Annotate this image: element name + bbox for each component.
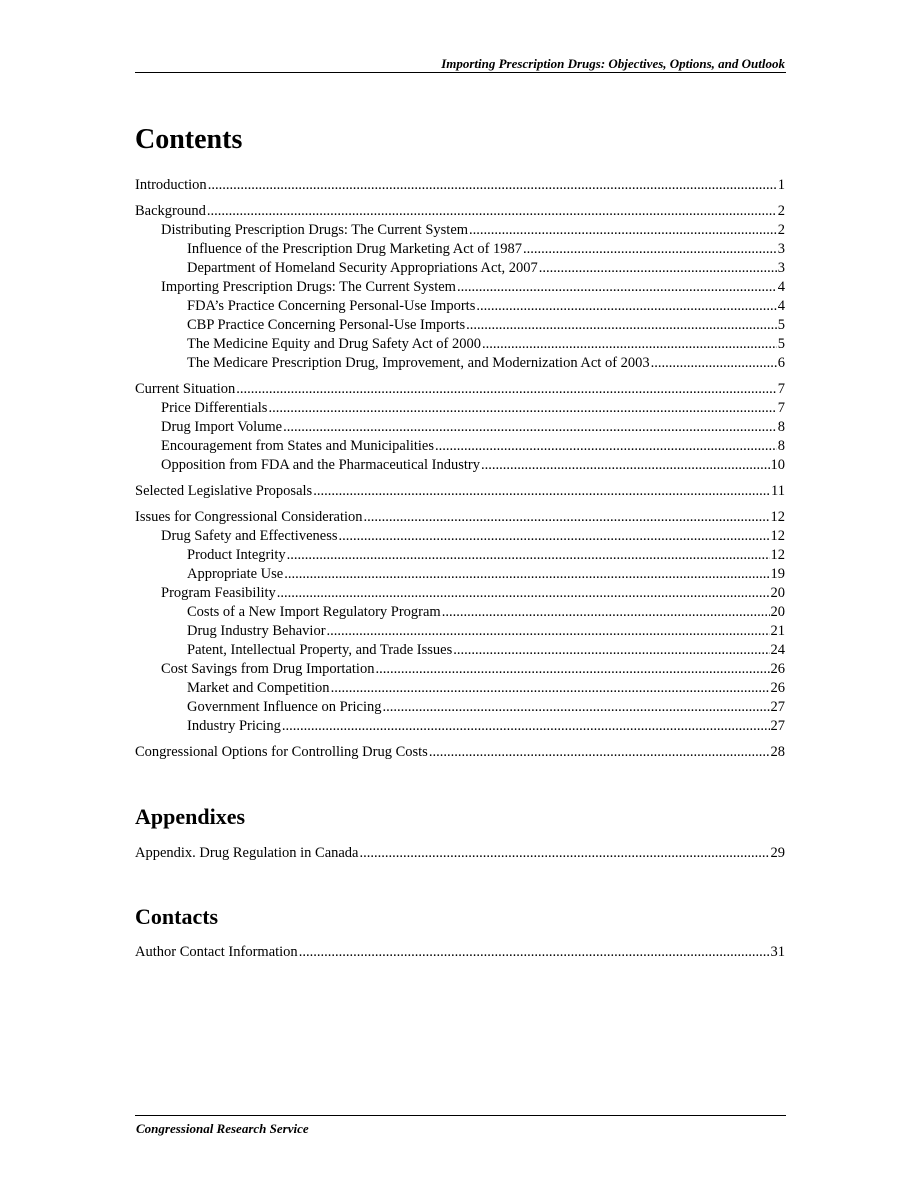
contacts-heading: Contacts: [135, 904, 219, 929]
toc-entry[interactable]: [135, 717, 785, 736]
toc-entry-label: Program Feasibility: [161, 585, 276, 601]
toc-entry-label: Current Situation: [135, 381, 236, 397]
contacts-toc: [135, 943, 785, 962]
toc-entry-label: Importing Prescription Drugs: The Current System: [161, 279, 456, 295]
toc-leader-dots: [327, 622, 770, 641]
toc-entry[interactable]: [135, 354, 785, 373]
toc-leader-dots: [268, 399, 776, 418]
toc-entry-label: Influence of the Prescription Drug Marketing Act of 1987: [187, 241, 523, 257]
toc-entry-page: 10: [770, 457, 785, 473]
toc-entry-label: Product Integrity: [187, 547, 286, 563]
toc-leader-dots: [360, 844, 770, 863]
toc-entry[interactable]: [135, 259, 785, 278]
toc-leader-dots: [469, 221, 777, 240]
toc-entry-page: 7: [777, 381, 785, 397]
toc-entry-page: 11: [771, 483, 785, 499]
toc-entry-page: 19: [770, 566, 785, 582]
toc-leader-dots: [277, 584, 770, 603]
toc-entry-page: 28: [770, 744, 785, 760]
toc-leader-dots: [299, 943, 770, 962]
toc-entry[interactable]: [135, 482, 785, 501]
toc-entry-page: 24: [770, 642, 785, 658]
toc-entry-page: 8: [777, 438, 785, 454]
running-footer-title: Congressional Research Service: [136, 1121, 309, 1136]
toc-entry[interactable]: [135, 456, 785, 475]
toc-leader-dots: [539, 259, 777, 278]
toc-entry-label: Issues for Congressional Consideration: [135, 509, 363, 525]
toc-entry-page: 5: [777, 317, 785, 333]
header-rule: [135, 72, 786, 73]
toc-entry-page: 2: [777, 222, 785, 238]
toc-entry[interactable]: [135, 335, 785, 354]
toc-entry[interactable]: [135, 240, 785, 259]
toc-entry-page: 20: [770, 604, 785, 620]
toc-entry[interactable]: [135, 943, 785, 962]
toc-leader-dots: [651, 354, 777, 373]
toc-entry-page: 1: [777, 177, 785, 193]
toc-entry-label: Selected Legislative Proposals: [135, 483, 313, 499]
toc-entry-label: Drug Industry Behavior: [187, 623, 326, 639]
toc-entry-page: 29: [770, 845, 785, 861]
toc-entry[interactable]: [135, 679, 785, 698]
toc-entry[interactable]: [135, 202, 785, 221]
toc-leader-dots: [429, 743, 770, 762]
toc-entry[interactable]: [135, 844, 785, 863]
toc-entry[interactable]: [135, 316, 785, 335]
toc-entry-label: Congressional Options for Controlling Drug Costs: [135, 744, 428, 760]
appendixes-toc: [135, 844, 785, 863]
toc-entry-label: Costs of a New Import Regulatory Program: [187, 604, 441, 620]
toc-leader-dots: [283, 418, 777, 437]
appendixes-heading: Appendixes: [135, 804, 246, 829]
toc-entry[interactable]: [135, 176, 785, 195]
toc-entry[interactable]: [135, 698, 785, 717]
toc-entry[interactable]: [135, 641, 785, 660]
toc-entry-label: Background: [135, 203, 206, 219]
toc-leader-dots: [284, 565, 769, 584]
toc-leader-dots: [523, 240, 777, 259]
toc-leader-dots: [236, 380, 776, 399]
toc-entry-page: 26: [770, 680, 785, 696]
toc-entry[interactable]: [135, 508, 785, 527]
toc-entry-page: 12: [770, 528, 785, 544]
toc-entry-label: Price Differentials: [161, 400, 268, 416]
toc-entry-page: 12: [770, 547, 785, 563]
toc-leader-dots: [466, 316, 777, 335]
toc-leader-dots: [208, 176, 777, 195]
toc-entry-page: 4: [777, 298, 785, 314]
toc-entry-label: Patent, Intellectual Property, and Trade Issues: [187, 642, 453, 658]
toc-entry-page: 3: [777, 260, 785, 276]
toc-entry-page: 21: [770, 623, 785, 639]
toc-entry[interactable]: [135, 221, 785, 240]
toc-entry-label: Market and Competition: [187, 680, 330, 696]
toc-leader-dots: [287, 546, 770, 565]
toc-entry-page: 27: [770, 699, 785, 715]
toc-entry-label: Appendix. Drug Regulation in Canada: [135, 845, 359, 861]
toc-entry-page: 5: [777, 336, 785, 352]
toc-leader-dots: [339, 527, 770, 546]
toc-entry-label: Introduction: [135, 177, 207, 193]
toc-entry-label: Drug Import Volume: [161, 419, 283, 435]
toc-entry-label: Industry Pricing: [187, 718, 281, 734]
toc-leader-dots: [482, 335, 777, 354]
toc-entry-page: 8: [777, 419, 785, 435]
toc-entry[interactable]: [135, 278, 785, 297]
toc-entry-label: FDA’s Practice Concerning Personal-Use Imports: [187, 298, 476, 314]
toc-entry-page: 2: [777, 203, 785, 219]
toc-leader-dots: [457, 278, 777, 297]
toc-leader-dots: [442, 603, 770, 622]
contents-heading: Contents: [135, 124, 243, 155]
toc-entry-label: Government Influence on Pricing: [187, 699, 382, 715]
toc-entry-page: 7: [777, 400, 785, 416]
toc-leader-dots: [382, 698, 769, 717]
toc-entry-page: 26: [770, 661, 785, 677]
toc-entry-label: Distributing Prescription Drugs: The Current System: [161, 222, 469, 238]
toc-entry[interactable]: [135, 399, 785, 418]
toc-leader-dots: [282, 717, 770, 736]
toc-entry-label: CBP Practice Concerning Personal-Use Imports: [187, 317, 466, 333]
toc-entry[interactable]: [135, 622, 785, 641]
toc-entry[interactable]: [135, 660, 785, 679]
footer-rule: [135, 1115, 786, 1116]
toc-entry[interactable]: [135, 603, 785, 622]
toc-entry-label: Author Contact Information: [135, 944, 298, 960]
toc-entry[interactable]: [135, 418, 785, 437]
toc-entry-label: The Medicine Equity and Drug Safety Act of 2000: [187, 336, 481, 352]
toc-entry-label: Cost Savings from Drug Importation: [161, 661, 375, 677]
toc-entry-page: 12: [770, 509, 785, 525]
toc-entry[interactable]: [135, 743, 785, 762]
toc-entry-page: 27: [770, 718, 785, 734]
toc-entry-label: Drug Safety and Effectiveness: [161, 528, 338, 544]
toc-entry[interactable]: [135, 527, 785, 546]
toc-entry-label: Appropriate Use: [187, 566, 284, 582]
toc-leader-dots: [435, 437, 777, 456]
toc-leader-dots: [364, 508, 770, 527]
toc-leader-dots: [375, 660, 769, 679]
toc-entry-page: 20: [770, 585, 785, 601]
toc-leader-dots: [207, 202, 777, 221]
toc-entry[interactable]: [135, 380, 785, 399]
toc-entry-label: Encouragement from States and Municipalities: [161, 438, 435, 454]
toc-leader-dots: [481, 456, 770, 475]
contents-toc: [135, 176, 785, 762]
toc-leader-dots: [313, 482, 770, 501]
toc-leader-dots: [453, 641, 769, 660]
toc-entry[interactable]: [135, 546, 785, 565]
toc-leader-dots: [476, 297, 776, 316]
toc-entry[interactable]: [135, 565, 785, 584]
toc-entry-label: Department of Homeland Security Appropriations Act, 2007: [187, 260, 538, 276]
toc-entry[interactable]: [135, 437, 785, 456]
toc-leader-dots: [331, 679, 770, 698]
toc-entry-page: 4: [777, 279, 785, 295]
toc-entry-page: 6: [777, 355, 785, 371]
toc-entry-page: 3: [777, 241, 785, 257]
toc-entry-page: 31: [770, 944, 785, 960]
toc-entry[interactable]: [135, 584, 785, 603]
toc-entry-label: Opposition from FDA and the Pharmaceutical Industry: [161, 457, 480, 473]
toc-entry-label: The Medicare Prescription Drug, Improvement, and Modernization Act of 2003: [187, 355, 650, 371]
running-header-title: Importing Prescription Drugs: Objectives, Options, and Outlook: [441, 56, 785, 71]
toc-entry[interactable]: [135, 297, 785, 316]
